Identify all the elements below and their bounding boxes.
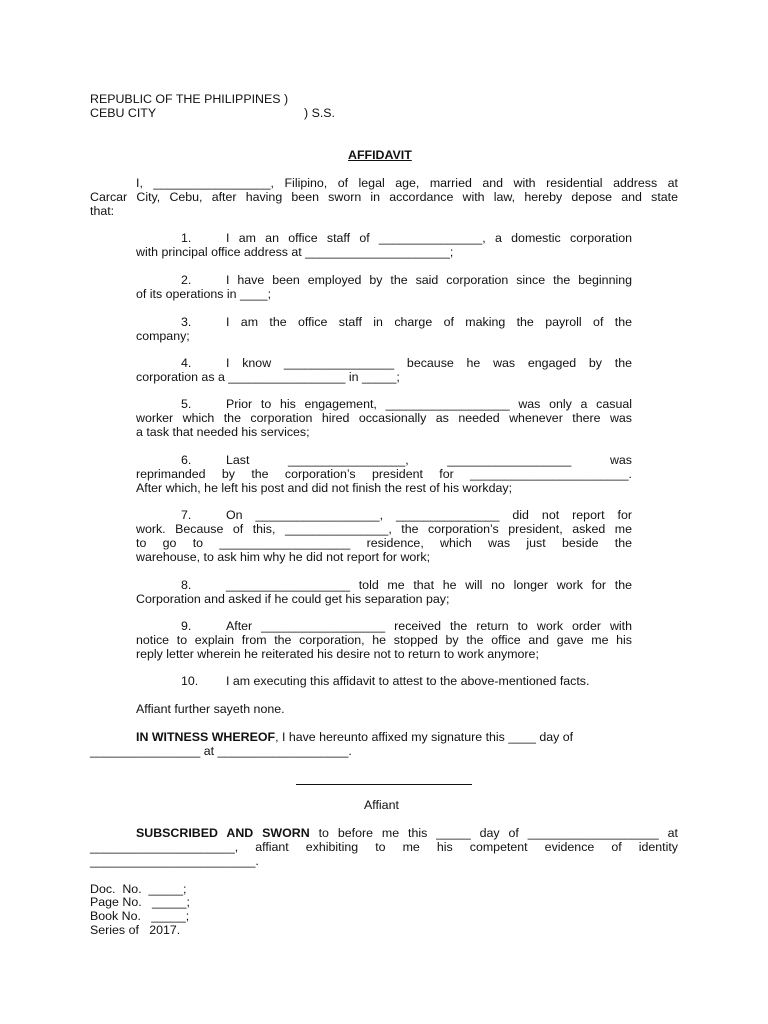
paragraph-number-3: 3. bbox=[181, 315, 192, 329]
paragraph-number-8: 8. bbox=[181, 578, 192, 592]
paragraph-9-line-3: reply letter wherein he reiterated his desire not to return to work anymore; bbox=[136, 647, 539, 661]
witness-clause-line-1 bbox=[136, 730, 573, 744]
intro-line-2: Carcar City, Cebu, after having been sworn in accordance with law, hereby depose and state bbox=[90, 190, 678, 204]
paragraph-6-line-1: Last _________________, __________________ was bbox=[226, 453, 632, 467]
paragraph-7-line-4: warehouse, to ask him why he did not report for work; bbox=[136, 550, 431, 564]
paragraph-1-line-1: I am an office staff of _______________, a domestic corporation bbox=[226, 231, 632, 245]
paragraph-3-line-1: I am the office staff in charge of making the payroll of the bbox=[226, 315, 632, 329]
paragraph-3-line-2: company; bbox=[136, 329, 190, 343]
intro-line-1: I, _________________, Filipino, of legal age, married and with residential address at bbox=[136, 176, 678, 190]
affiant-further-statement: Affiant further sayeth none. bbox=[136, 702, 285, 716]
paragraph-6-line-3: After which, he left his post and did not finish the rest of his workday; bbox=[136, 481, 513, 495]
paragraph-4-line-1: I know ________________ because he was engaged by the bbox=[226, 356, 632, 370]
notarial-series: Series of 2017. bbox=[90, 923, 181, 937]
witness-text: , I have hereunto affixed my signature this ____ day of bbox=[275, 730, 574, 744]
notarial-page-no: Page No. _____; bbox=[90, 895, 190, 909]
paragraph-8-line-2: Corporation and asked if he could get his separation pay; bbox=[136, 592, 450, 606]
jurat-line-3: ________________________. bbox=[90, 854, 259, 868]
document-title: AFFIDAVIT bbox=[348, 148, 412, 162]
witness-heading: IN WITNESS WHEREOF bbox=[136, 730, 276, 744]
paragraph-number-2: 2. bbox=[181, 273, 192, 287]
jurat-line-1 bbox=[136, 826, 678, 840]
venue-republic: REPUBLIC OF THE PHILIPPINES ) bbox=[90, 92, 289, 106]
paragraph-8-line-1: __________________ told me that he will no longer work for the bbox=[226, 578, 632, 592]
paragraph-number-10: 10. bbox=[181, 674, 199, 688]
signature-label: Affiant bbox=[364, 798, 399, 812]
jurat-text: to before me this _____ day of ___________________ at bbox=[309, 826, 678, 840]
paragraph-5-line-3: a task that needed his services; bbox=[136, 425, 310, 439]
paragraph-4-line-2: corporation as a _________________ in _____; bbox=[136, 370, 400, 384]
notarial-doc-no: Doc. No. _____; bbox=[90, 882, 187, 896]
paragraph-5-line-2: worker which the corporation hired occasionally as needed whenever there was bbox=[136, 411, 632, 425]
witness-clause-line-2: ________________ at ___________________. bbox=[90, 744, 352, 758]
paragraph-number-5: 5. bbox=[181, 397, 192, 411]
paragraph-1-line-2: with principal office address at _____________________; bbox=[136, 245, 454, 259]
paragraph-number-4: 4. bbox=[181, 356, 192, 370]
paragraph-9-line-1: After __________________ received the return to work order with bbox=[226, 619, 632, 633]
paragraph-5-line-1: Prior to his engagement, __________________ was only a casual bbox=[226, 397, 632, 411]
paragraph-6-line-2: reprimanded by the corporation’s president for _______________________. bbox=[136, 467, 632, 481]
paragraph-number-7: 7. bbox=[181, 508, 192, 522]
paragraph-number-6: 6. bbox=[181, 453, 192, 467]
paragraph-2-line-1: I have been employed by the said corporation since the beginning bbox=[226, 273, 632, 287]
paragraph-7-line-3: to go to ___________________ residence, which was just beside the bbox=[136, 536, 632, 550]
venue-ss: ) S.S. bbox=[304, 106, 335, 120]
paragraph-9-line-2: notice to explain from the corporation, he stopped by the office and gave me his bbox=[136, 633, 632, 647]
venue-city: CEBU CITY bbox=[90, 106, 157, 120]
jurat-heading: SUBSCRIBED AND SWORN bbox=[136, 826, 310, 840]
intro-line-3: that: bbox=[90, 204, 115, 218]
paragraph-10-line-1: I am executing this affidavit to attest to the above-mentioned facts. bbox=[226, 674, 590, 688]
jurat-line-2: _____________________, affiant exhibiting to me his competent evidence of identity bbox=[90, 840, 678, 854]
signature-line bbox=[296, 784, 472, 785]
paragraph-7-line-1: On __________________, _______________ did not report for bbox=[226, 508, 632, 522]
paragraph-number-9: 9. bbox=[181, 619, 192, 633]
notarial-book-no: Book No. _____; bbox=[90, 909, 190, 923]
paragraph-number-1: 1. bbox=[181, 231, 192, 245]
paragraph-7-line-2: work. Because of this, _______________, the corporation’s president, asked me bbox=[136, 522, 632, 536]
paragraph-2-line-2: of its operations in ____; bbox=[136, 287, 272, 301]
